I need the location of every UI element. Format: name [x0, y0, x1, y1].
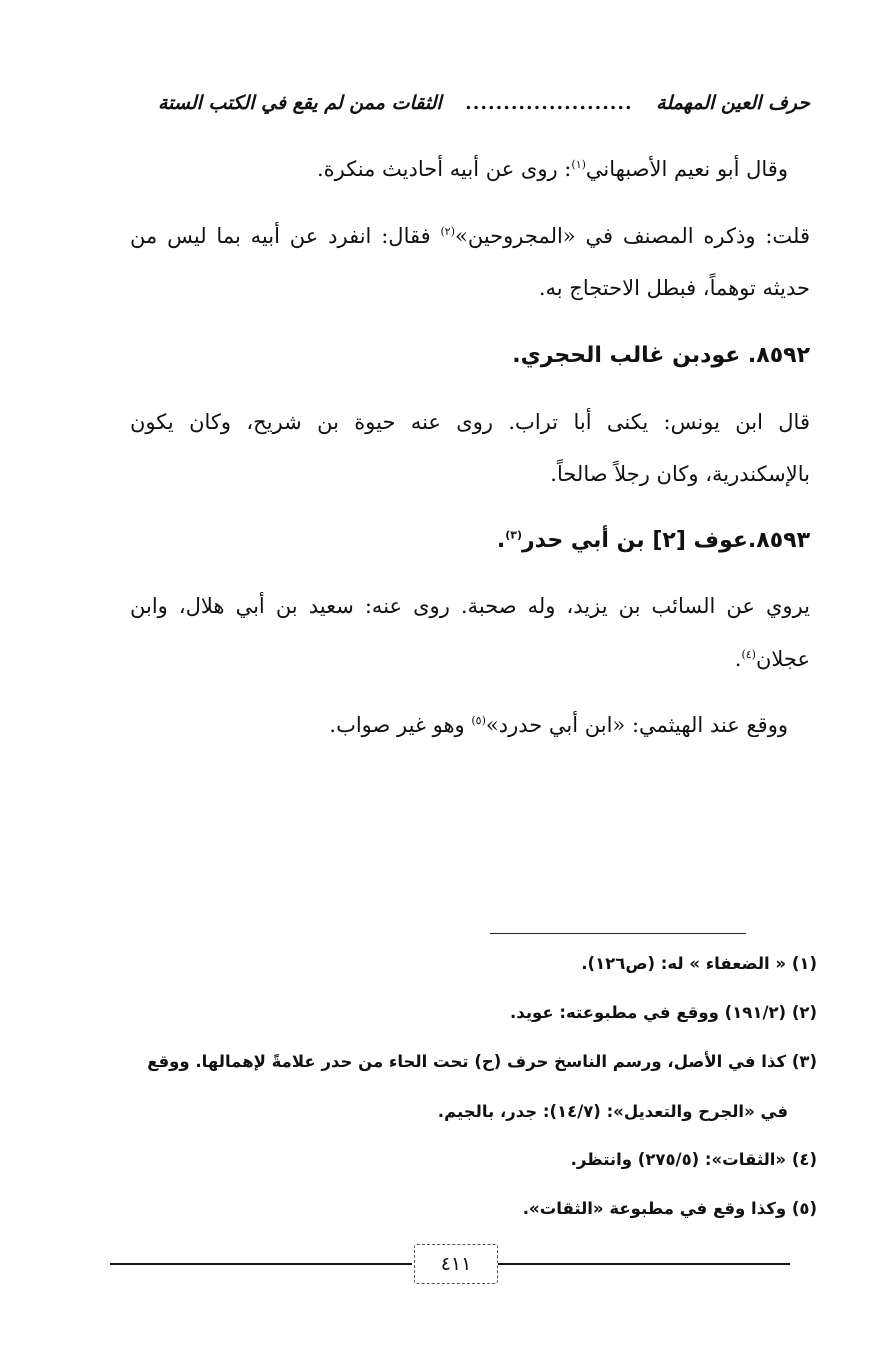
- entry-heading-8593: [497, 528, 810, 553]
- footnote-3-line-1: (٣) كذا في الأصل، ورسم الناسخ حرف (ح) تحت الحاء من حدر علامةً لإهمالها. ووقع: [147, 1052, 817, 1071]
- footnote-5: (٥) وكذا وقع في مطبوعة «الثقات».: [522, 1199, 817, 1218]
- paragraph-abu-nuaym: [317, 157, 788, 181]
- text-segment: وقال أبو نعيم الأصبهاني: [585, 157, 788, 181]
- footnote-3-line-2: في «الجرح والتعديل»: (١٤/٧): جدر، بالجيم.: [437, 1102, 788, 1121]
- header-dot-leader: ......................: [465, 92, 633, 114]
- header-book-title: الثقات ممن لم يقع في الكتب الستة: [158, 92, 442, 114]
- text-segment: .: [734, 647, 742, 671]
- entry-heading-8592: ٨٥٩٢. عودبن غالب الحجري.: [512, 343, 810, 368]
- text-segment: قلت: وذكره المصنف في «المجروحين»: [455, 224, 811, 248]
- text-segment: : روى عن أبيه أحاديث منكرة.: [316, 157, 572, 181]
- footnote-separator: [490, 933, 746, 934]
- entry-8593-text-line-2: [735, 647, 810, 671]
- footer-rule-right: [498, 1263, 790, 1265]
- footnote-2: (٢) (١٩١/٢) ووقع في مطبوعته: عويد.: [510, 1003, 817, 1022]
- heading-period: .: [496, 528, 506, 553]
- heading-text: ٨٥٩٣.عوف [٢] بن أبي حدر: [522, 528, 810, 553]
- footnote-ref-3: (٣): [505, 528, 522, 542]
- footnote-4: (٤) «الثقات»: (٢٧٥/٥) وانتظر.: [570, 1150, 817, 1169]
- text-segment: فقال: انفرد عن أبيه بما ليس من: [130, 224, 441, 248]
- footnote-ref-4: (٤): [741, 648, 756, 661]
- running-header: [158, 86, 810, 120]
- entry-8593-text-line-3: [329, 713, 788, 737]
- footnote-1: (١) « الضعفاء » له: (ص١٢٦).: [581, 954, 817, 973]
- paragraph-qultu-line-2: حديثه توهماً، فبطل الاحتجاج به.: [538, 276, 810, 300]
- footer-rule-left: [110, 1263, 412, 1265]
- entry-8592-text-line-1: قال ابن يونس: يكنى أبا تراب. روى عنه حيوة بن شريح، وكان يكون: [130, 410, 810, 434]
- text-segment: عجلان: [755, 647, 810, 671]
- footnote-ref-5: (٥): [471, 714, 486, 727]
- entry-8592-text-line-2: بالإسكندرية، وكان رجلاً صالحاً.: [550, 462, 810, 486]
- header-chapter-title: حرف العين المهملة: [656, 92, 810, 114]
- footnote-ref-1: (١): [571, 158, 586, 171]
- text-segment: ووقع عند الهيثمي: «ابن أبي حدرد»: [485, 713, 788, 737]
- text-segment: وهو غير صواب.: [329, 713, 472, 737]
- footnote-ref-2: (٢): [440, 225, 455, 238]
- entry-8593-text-line-1: يروي عن السائب بن يزيد، وله صحبة. روى عنه: سعيد بن أبي هلال، وابن: [130, 594, 810, 618]
- paragraph-qultu-line-1: [130, 224, 810, 248]
- page-number: ٤١١: [414, 1244, 498, 1284]
